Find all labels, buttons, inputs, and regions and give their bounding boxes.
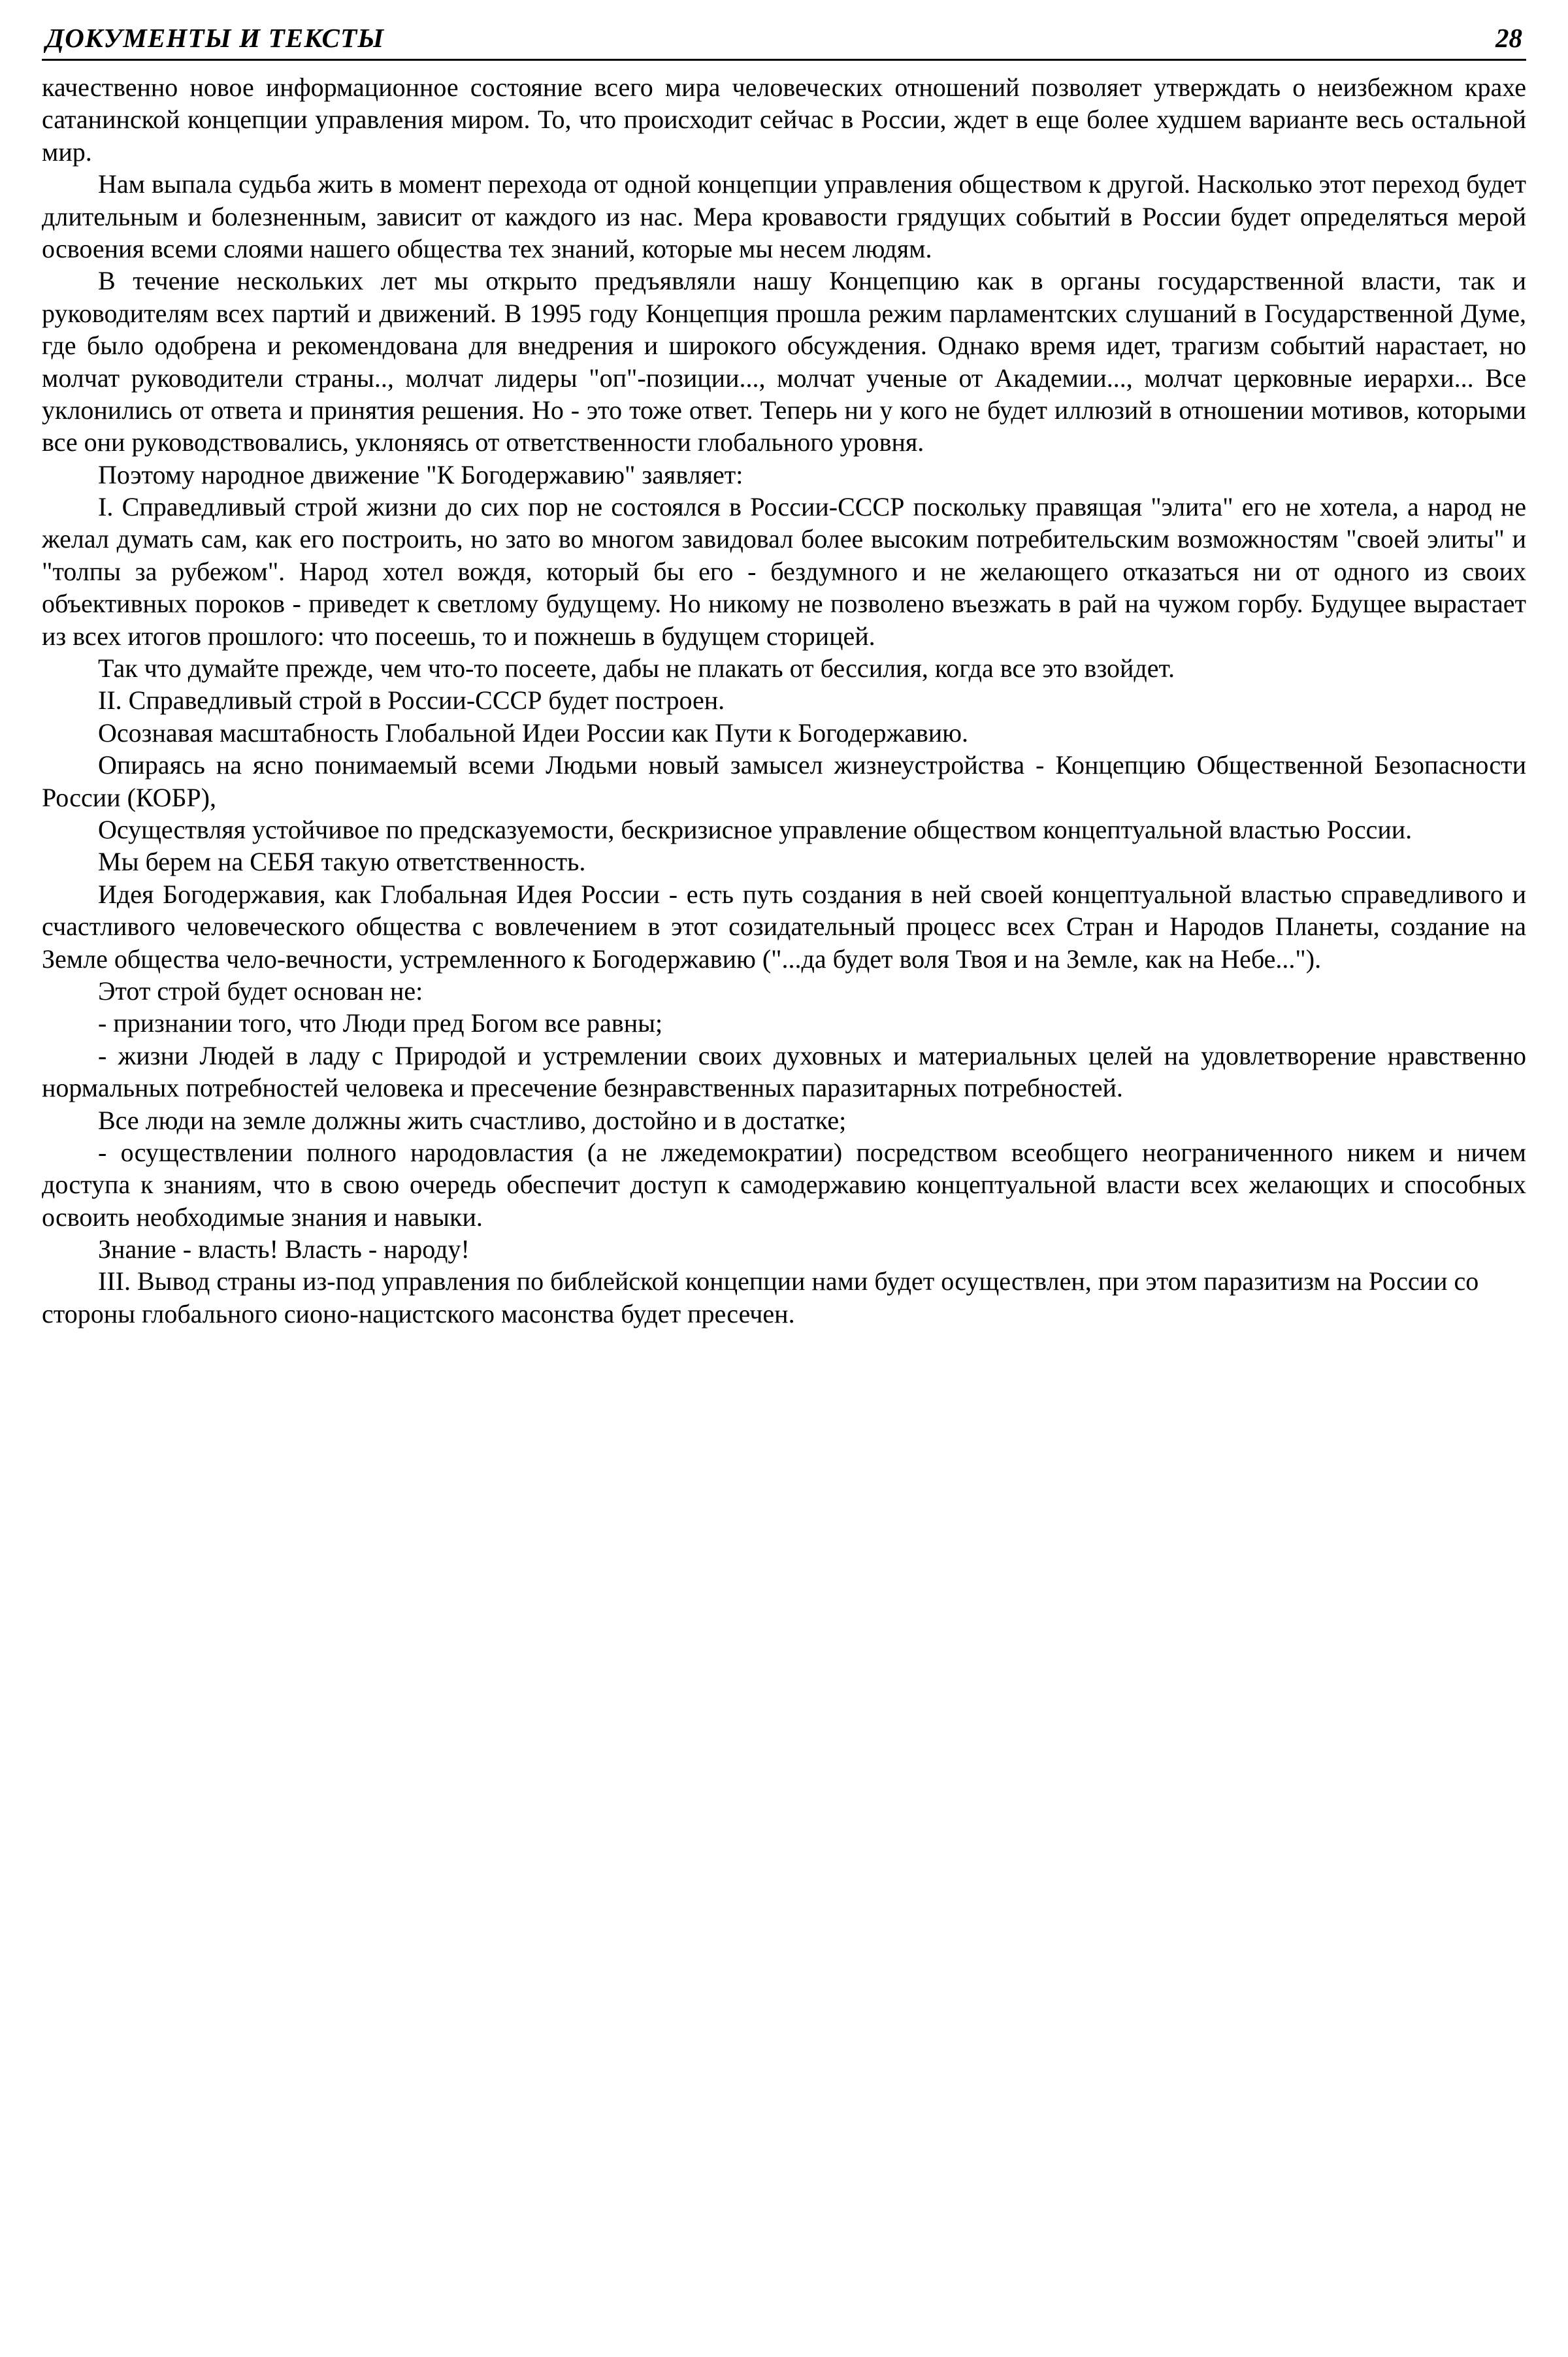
paragraph: В течение нескольких лет мы открыто предъявляли нашу Концепцию как в органы государственной власти, так и руководителям всех партий и движений. В 1995 году Концепция прошла режим парламентских слушаний в Государственной Думе, где было одобрена и рекомендована для внедрения и широкого обсуждения. Однако время идет, трагизм событий нарастает, но молчат руководители страны.., молчат лидеры "оп"-позиции..., молчат ученые от Академии..., молчат церковные иерархи... Все уклонились от ответа и принятия решения. Но - это тоже ответ. Теперь ни у кого не будет иллюзий в отношении мотивов, которыми все они руководствовались, уклоняясь от ответственности глобального уровня. xyxy=(42,266,1526,457)
header-title: ДОКУМЕНТЫ И ТЕКСТЫ xyxy=(46,23,385,53)
page-header xyxy=(42,22,1526,58)
paragraph: Знание - власть! Власть - народу! xyxy=(98,1234,470,1264)
paragraph: III. Вывод страны из-под управления по библейской концепции нами будет осуществлен, при этом паразитизм на России со стороны глобального сионо-нацистского масонства будет пресечен. xyxy=(42,1266,1479,1328)
paragraph: Нам выпала судьба жить в момент перехода от одной концепции управления обществом к другой. Насколько этот переход будет длительным и болезненным, зависит от каждого из нас. Мера кровавости грядущих событий в России будет определяться мерой освоения всеми слоями нашего общества тех знаний, которые мы несем людям. xyxy=(42,169,1526,263)
paragraph: Этот строй будет основан не: xyxy=(98,976,423,1006)
paragraph: Мы берем на СЕБЯ такую ответственность. xyxy=(98,847,586,877)
paragraph: Опираясь на ясно понимаемый всеми Людьми новый замысел жизнеустройства - Концепцию Общественной Безопасности России (КОБР), xyxy=(42,750,1526,812)
paragraph: I. Справедливый строй жизни до сих пор не состоялся в России-СССР поскольку правящая "элита" его не хотела, а народ не желал думать сам, как его построить, но зато во многом завидовал более высоким потребительским возможностям "своей элиты" и "толпы за рубежом". Народ хотел вождя, который бы его - бездумного и не желающего отказаться ни от одного из своих объективных пороков - приведет к светлому будущему. Но никому не позволено въезжать в рай на чужом горбу. Будущее вырастает из всех итогов прошлого: что посеешь, то и пожнешь в будущем сторицей. xyxy=(42,492,1526,651)
paragraph: Осуществляя устойчивое по предсказуемости, бескризисное управление обществом концептуальной властью России. xyxy=(98,814,1413,844)
paragraph: Идея Богодержавия, как Глобальная Идея России - есть путь создания в ней своей концептуальной властью справедливого и счастливого человеческого общества с вовлечением в этот созидательный процесс всех Стран и Народов Планеты, создание на Земле общества чело-вечности, устремленного к Богодержавию ("...да будет воля Твоя и на Земле, как на Небе..."). xyxy=(42,879,1526,974)
paragraph: Так что думайте прежде, чем что-то посеете, дабы не плакать от бессилия, когда все это взойдет. xyxy=(98,653,1175,684)
paragraph: Поэтому народное движение "К Богодержавию" заявляет: xyxy=(98,459,743,489)
header-divider xyxy=(42,59,1526,61)
paragraph: II. Справедливый строй в России-СССР будет построен. xyxy=(98,685,725,716)
page-number: 28 xyxy=(1495,23,1522,53)
paragraph: - жизни Людей в ладу с Природой и устремлении своих духовных и материальных целей на удовлетворение нравственно нормальных потребностей человека и пресечение безнравственных паразитарных потребностей. xyxy=(42,1040,1526,1103)
paragraph: - признании того, что Люди пред Богом все равны; xyxy=(98,1008,663,1038)
paragraph: Все люди на земле должны жить счастливо, достойно и в достатке; xyxy=(98,1105,847,1135)
paragraph: - осуществлении полного народовластия (а не лжедемократии) посредством всеобщего неограниченного никем и ничем доступа к знаниям, что в свою очередь обеспечит доступ к самодержавию концептуальной власти всех желающих и способных освоить необходимые знания и навыки. xyxy=(42,1137,1526,1232)
paragraph: Осознавая масштабность Глобальной Идеи России как Пути к Богодержавию. xyxy=(98,717,969,748)
paragraph: качественно новое информационное состояние всего мира человеческих отношений позволяет утверждать о неизбежном крахе сатанинской концепции управления миром. То, что происходит сейчас в России, ждет в еще более худшем варианте весь остальной мир. xyxy=(42,73,1526,167)
document-body xyxy=(42,71,1526,1330)
